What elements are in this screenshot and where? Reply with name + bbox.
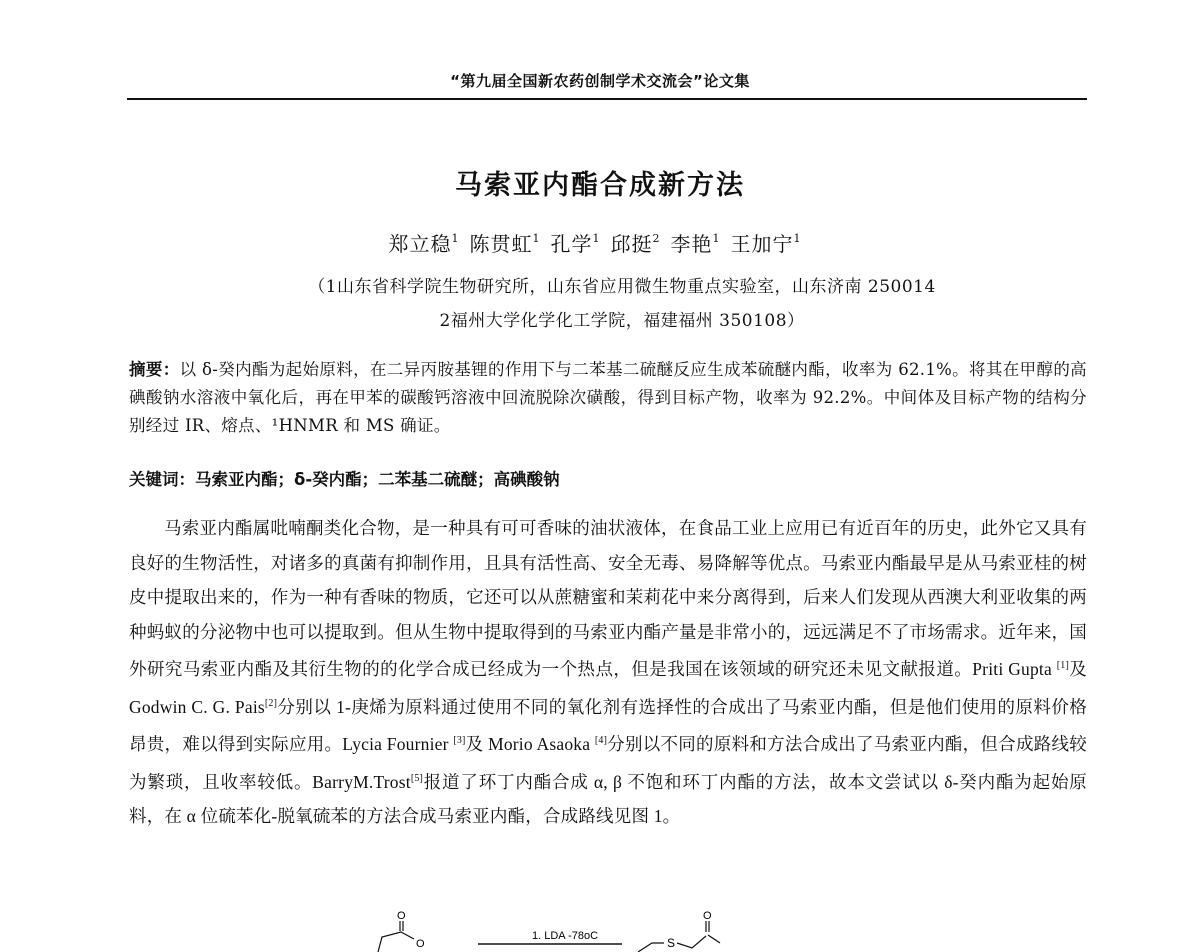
abstract-label: 摘要： bbox=[129, 360, 180, 379]
abstract bbox=[129, 356, 1087, 440]
author-affiliation-mark: 1 bbox=[793, 232, 802, 245]
thioether-bond bbox=[677, 936, 706, 948]
body-segment: 报道了环丁内酯合成 α, β 不饱和环丁内酯的方法，故本文尝试以 δ-癸内酯为起始原料，在 α 位硫苯化-脱氧硫苯的方法合成马索亚内酯，合成路线见图 1。 bbox=[129, 771, 1087, 826]
affiliation-2: 2福州大学化学化工学院，福建福州 350108） bbox=[439, 311, 805, 331]
carbonyl-o-label: O bbox=[397, 910, 406, 922]
author-name: 王加宁 bbox=[730, 232, 794, 256]
keywords bbox=[129, 466, 1087, 490]
citation-ref: [4] bbox=[594, 735, 608, 746]
author-name: 郑立稳 bbox=[388, 232, 452, 256]
product-ring-bond bbox=[708, 935, 720, 943]
reagent-label: 1. LDA -78oC bbox=[532, 930, 599, 942]
citation-ref: [3] bbox=[453, 735, 466, 746]
citation-ref: [5] bbox=[410, 772, 424, 784]
lactone-ring-bond bbox=[378, 932, 414, 952]
affiliation-1: （1山东省科学院生物研究所，山东省应用微生物重点实验室，山东济南 250014 bbox=[308, 277, 936, 297]
phenyl-ring-bond bbox=[638, 943, 664, 952]
author-affiliation-mark: 2 bbox=[652, 232, 661, 245]
intro-paragraph bbox=[129, 511, 1087, 834]
body-segment: 分别以不同的原料和方法合成出了马索亚内酯，但合成路线较为繁琐，且收率较低。BarryM.Trost bbox=[129, 734, 1087, 792]
sulfur-label: S bbox=[667, 936, 676, 950]
keywords-text: 马索亚内酯；δ-癸内酯；二苯基二硫醚；高碘酸钠 bbox=[195, 470, 560, 489]
author-affiliation-mark: 1 bbox=[712, 232, 721, 245]
author-list bbox=[0, 228, 1200, 257]
body-segment: 及 Godwin C. G. Pais bbox=[129, 659, 1087, 717]
author-name: 孔学 bbox=[550, 232, 593, 256]
paper-title: 马索亚内酯合成新方法 bbox=[455, 170, 745, 201]
author-name: 邱挺 bbox=[610, 232, 653, 256]
product-carbonyl-o-label: O bbox=[703, 910, 712, 922]
author-name: 陈贯虹 bbox=[469, 232, 533, 256]
ring-o-label: O bbox=[416, 938, 425, 950]
synthesis-scheme bbox=[360, 905, 780, 952]
header-rule bbox=[127, 98, 1087, 100]
author-affiliation-mark: 1 bbox=[451, 232, 460, 245]
body-segment: 及 Morio Asaoka bbox=[465, 734, 595, 754]
author-affiliation-mark: 1 bbox=[532, 232, 541, 245]
author-name: 李艳 bbox=[670, 232, 713, 256]
author-affiliation-mark: 1 bbox=[592, 232, 601, 245]
citation-ref: [2] bbox=[264, 697, 278, 709]
citation-ref: [1] bbox=[1056, 660, 1070, 671]
keywords-label: 关键词： bbox=[129, 470, 195, 489]
body-segment: 马索亚内酯属吡喃酮类化合物，是一种具有可可香味的油状液体，在食品工业上应用已有近百年的历史，此外它又具有良好的生物活性，对诸多的真菌有抑制作用，且具有活性高、安全无毒、易降解等优点。马索亚内酯最早是从马索亚桂的树皮中提取出来的，作为一种有香味的物质，它还可以从蔗糖蜜和茉莉花中来分离得到，后来人们发现从西澳大利亚收集的两种蚂蚁的分泌物中也可以提取到。但从生物中提取得到的马索亚内酯产量是非常小的，远远满足不了市场需求。近年来，国外研究马索亚内酯及其衍生物的的化学合成已经成为一个热点，但是我国在该领域的研究还未见文献报道。Priti Gupta bbox=[129, 518, 1087, 679]
body-text bbox=[129, 511, 1087, 834]
abstract-text: 以 δ-癸内酯为起始原料，在二异丙胺基锂的作用下与二苯基二硫醚反应生成苯硫醚内酯，收率为 62.1%。将其在甲醇的高碘酸钠水溶液中氧化后，再在甲苯的碳酸钙溶液中回流脱除次磺酸，得到目标产物，收率为 92.2%。中间体及目标产物的结构分别经过 IR、熔点、¹HNMR 和 MS 确证。 bbox=[129, 360, 1087, 435]
body-segment: 分别以 1-庚烯为原料通过使用不同的氧化剂有选择性的合成出了马索亚内酯，但是他们使用的原料价格昂贵，难以得到实际应用。Lycia Fournier bbox=[129, 696, 1087, 754]
journal-header: “第九届全国新农药创制学术交流会”论文集 bbox=[450, 72, 750, 90]
